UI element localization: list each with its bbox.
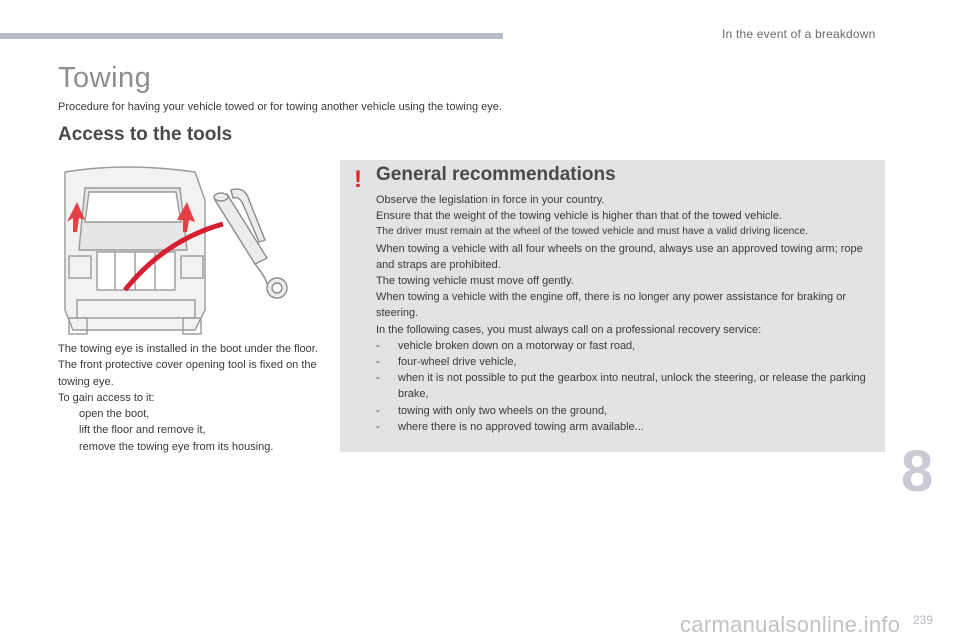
bullet-marker-icon [58,439,79,455]
list-item [376,403,876,419]
page-number: 239 [913,613,934,627]
list-item [376,354,876,370]
dash-marker: - [376,356,380,369]
dash-marker: - [376,420,380,433]
list-item [58,422,318,438]
recommendation-paragraph: The driver must remain at the wheel of the towed vehicle and must have a valid driving licence. [376,226,809,238]
bullet-marker-icon [58,406,79,422]
towing-eye-tool-drawing [214,189,287,298]
case-text: towing with only two wheels on the ground, [398,404,608,417]
dash-marker: - [376,339,380,352]
recommendations-title: General recommendations [376,164,616,185]
list-item [376,419,876,435]
car-rear-drawing [65,167,205,334]
recommendation-paragraph: Ensure that the weight of the towing vehicle is higher than that of the towed vehicle. [376,210,783,223]
case-text: four-wheel drive vehicle, [398,356,517,369]
step-text: lift the floor and remove it, [79,424,206,437]
recommendation-paragraph: When towing a vehicle with the engine off, there is no longer any power assistance for braking or steering. [376,291,847,320]
watermark: carmanualsonline.info [680,612,901,637]
chapter-color-bar [0,33,503,39]
general-recommendations-box [340,160,885,452]
recommendation-paragraph: The towing vehicle must move off gently. [376,275,574,288]
tools-paragraph: The towing eye is installed in the boot under the floor. [58,343,318,355]
intro-text: Procedure for having your vehicle towed or for towing another vehicle using the towing eye. [58,101,502,113]
step-text: remove the towing eye from its housing. [79,440,274,453]
tools-paragraph: To gain access to it: [58,391,155,404]
case-text: vehicle broken down on a motorway or fast road, [398,339,636,352]
bullet-marker-icon [58,422,79,438]
list-item [58,406,318,422]
dash-marker: - [376,404,380,417]
section-header: In the event of a breakdown [722,27,876,41]
list-item [376,370,876,402]
tools-paragraph: The front protective cover opening tool is fixed on the towing eye. [58,359,317,388]
case-text: when it is not possible to put the gearbox into neutral, unlock the steering, or release the parking brake, [398,372,866,401]
boot-towing-eye-illustration [55,160,305,336]
recommendation-paragraph: In the following cases, you must always call on a professional recovery service: [376,323,762,336]
list-item [376,338,876,354]
page-title: Towing [58,62,152,94]
list-item [58,439,318,455]
case-text: where there is no approved towing arm available... [398,420,644,433]
recommendations-body [376,192,876,435]
recommendation-paragraph: Observe the legislation in force in your country. [376,194,605,206]
recommendation-paragraph: When towing a vehicle with all four wheels on the ground, always use an approved towing arm; rope and straps are prohibited. [376,242,863,271]
chapter-number: 8 [901,439,934,504]
tools-instructions [58,341,318,455]
step-text: open the boot, [79,408,150,421]
dash-marker: - [376,372,380,385]
warning-icon: ! [354,166,362,193]
section-subtitle: Access to the tools [58,124,233,145]
